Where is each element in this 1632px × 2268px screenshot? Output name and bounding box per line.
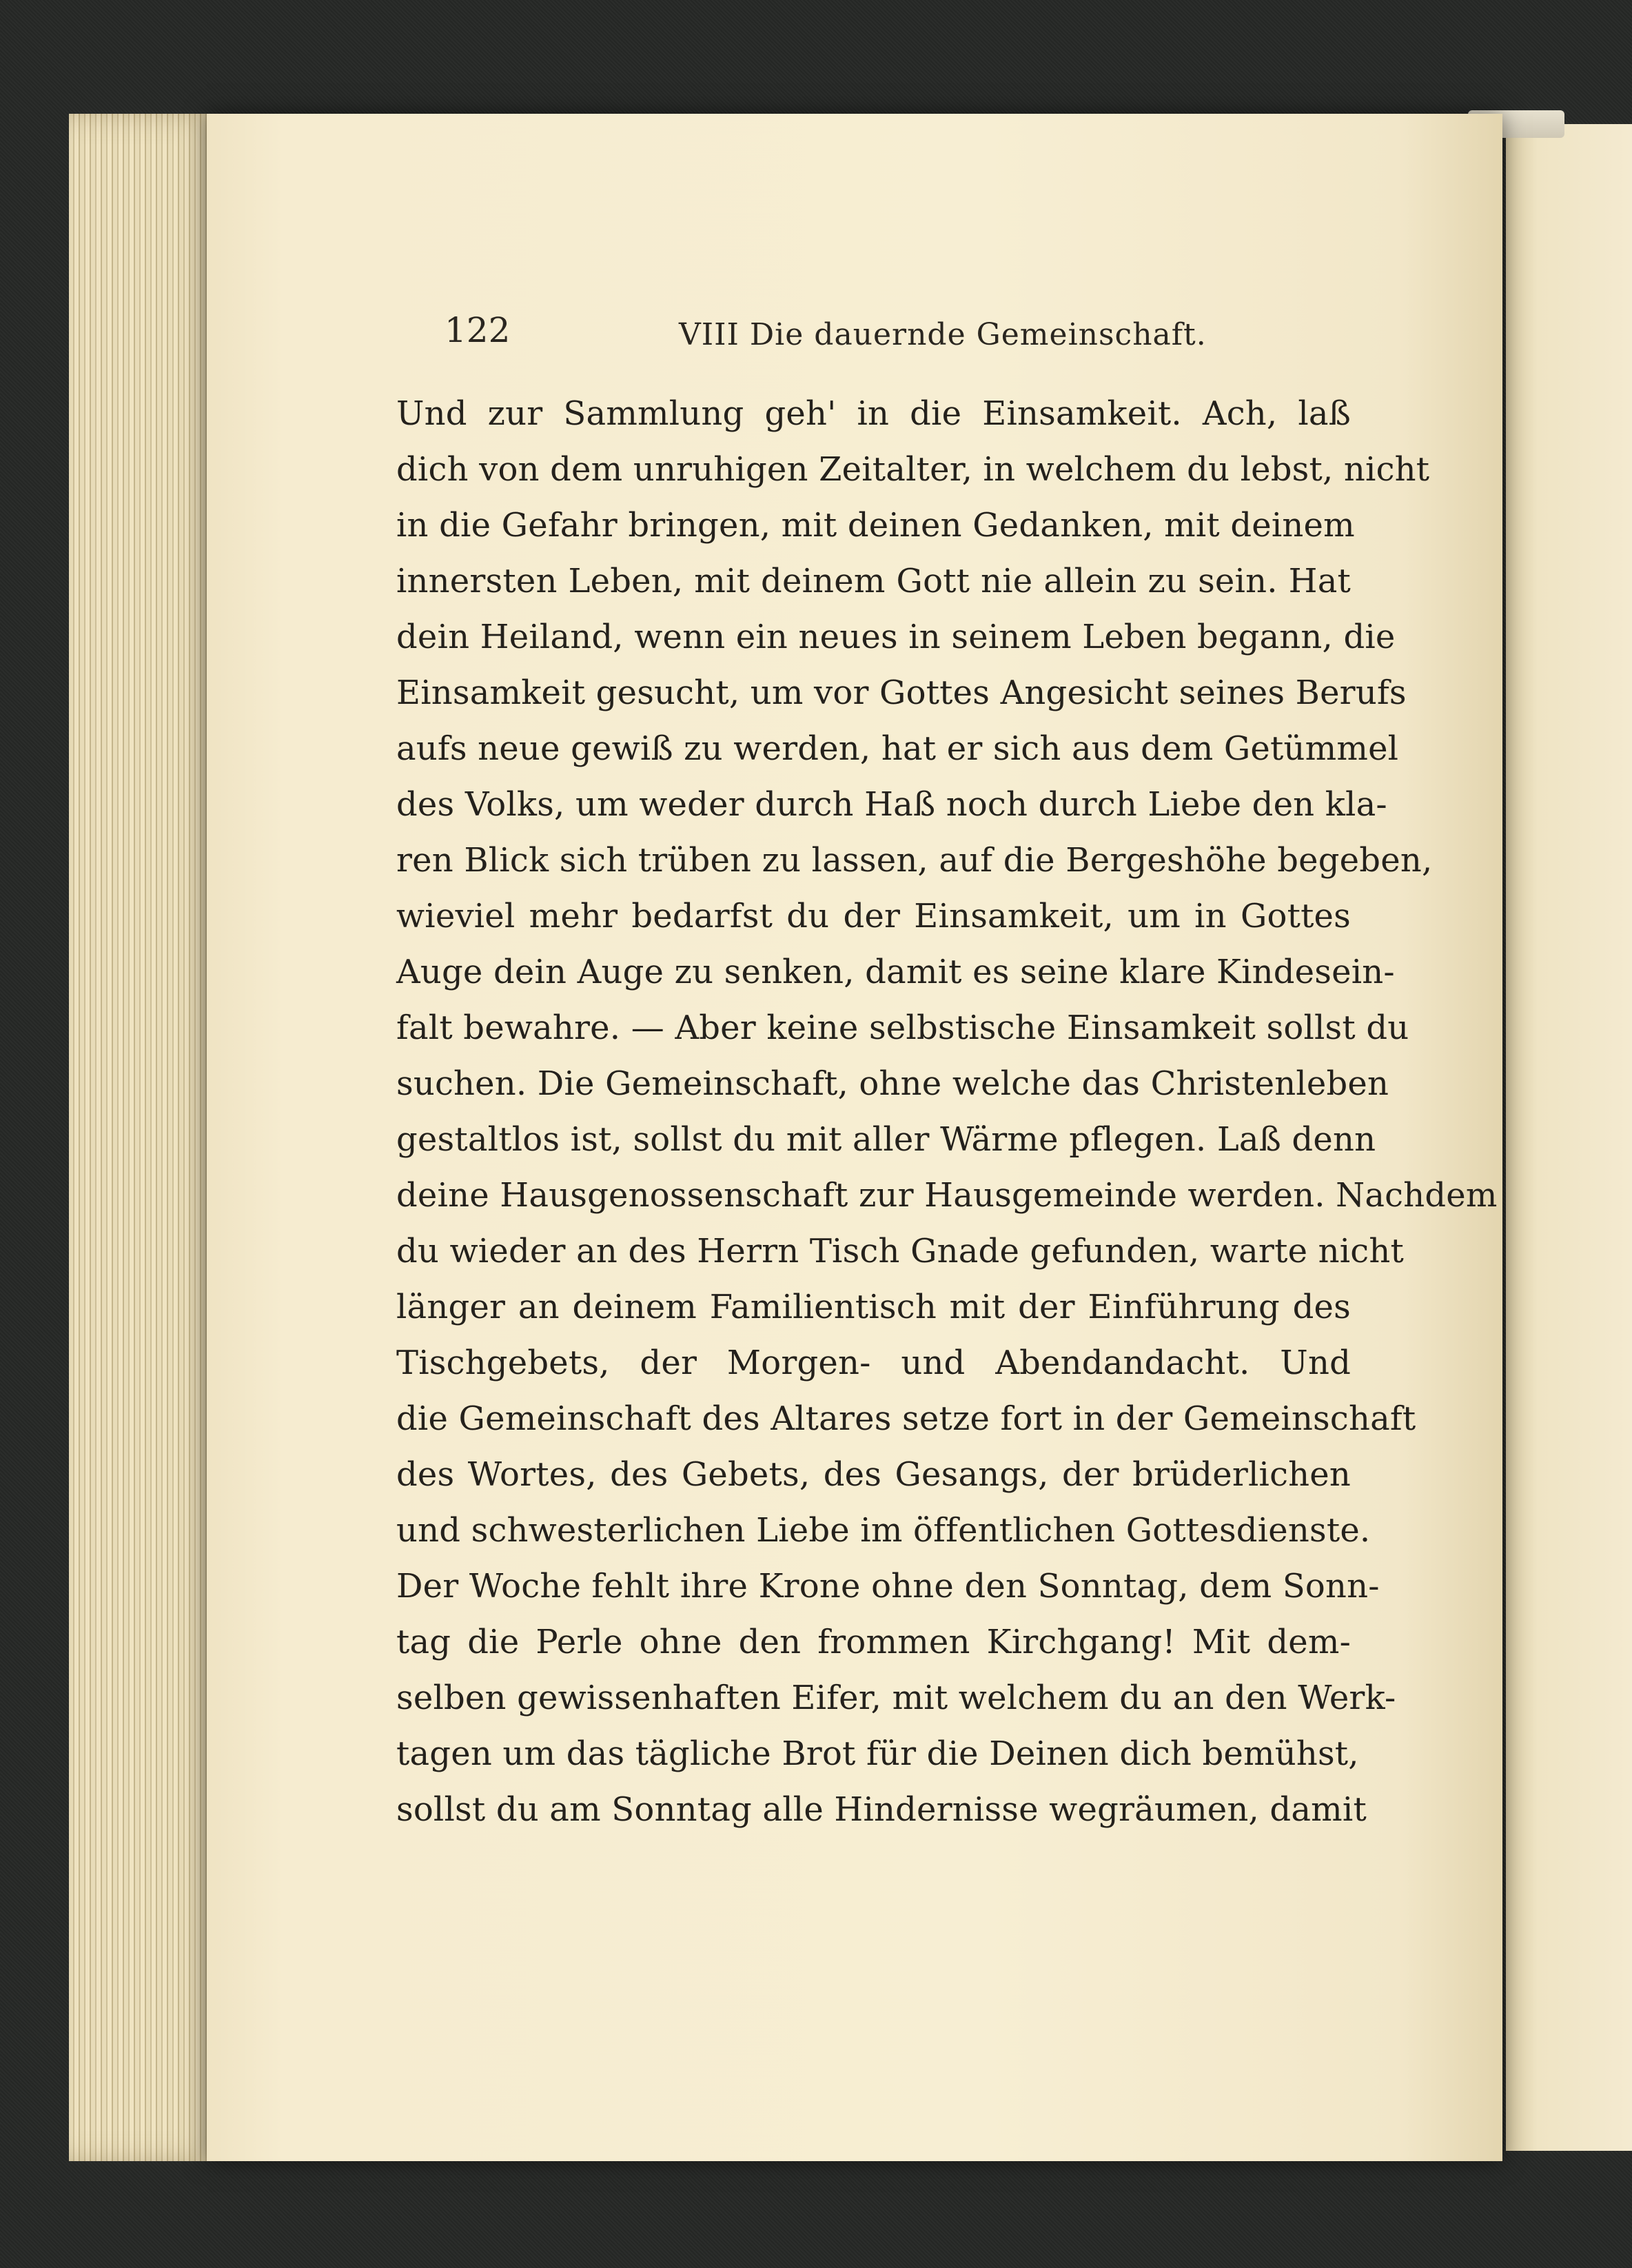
text-line: deine Hausgenossenschaft zur Hausgemeinde werden. Nachdem bbox=[396, 1176, 1498, 1215]
text-line: tagen um das tägliche Brot für die Deinen dich bemühst, bbox=[396, 1734, 1359, 1773]
text-line: des Volks, um weder durch Haß noch durch Liebe den kla- bbox=[396, 785, 1387, 824]
text-line: Einsamkeit gesucht, um vor Gottes Angesicht seines Berufs bbox=[396, 674, 1407, 712]
text-line: die Gemeinschaft des Altares setze fort in der Gemeinschaft bbox=[396, 1399, 1416, 1438]
text-line: aufs neue gewiß zu werden, hat er sich aus dem Getümmel bbox=[396, 729, 1399, 768]
text-line: Tischgebets, der Morgen- und Abendandacht. Und bbox=[396, 1344, 1351, 1382]
text-line: ren Blick sich trüben zu lassen, auf die Bergeshöhe begeben, bbox=[396, 841, 1433, 880]
page-header bbox=[445, 310, 1272, 358]
text-line: dein Heiland, wenn ein neues in seinem Leben begann, die bbox=[396, 618, 1396, 656]
text-line: innersten Leben, mit deinem Gott nie allein zu sein. Hat bbox=[396, 562, 1351, 600]
body-text bbox=[396, 386, 1498, 1838]
text-line: des Wortes, des Gebets, des Gesangs, der brüderlichen bbox=[396, 1455, 1351, 1494]
page-number: 122 bbox=[445, 310, 511, 350]
text-line: falt bewahre. — Aber keine selbstische Einsamkeit sollst du bbox=[396, 1009, 1409, 1047]
text-line: tag die Perle ohne den frommen Kirchgang! Mit dem- bbox=[396, 1623, 1351, 1661]
text-line: und schwesterlichen Liebe im öffentlichen Gottesdienste. bbox=[396, 1511, 1371, 1550]
text-line: gestaltlos ist, sollst du mit aller Wärme pflegen. Laß denn bbox=[396, 1120, 1376, 1159]
text-line: Und zur Sammlung geh' in die Einsamkeit. Ach, laß bbox=[396, 394, 1351, 433]
facing-page bbox=[1506, 124, 1632, 2151]
text-line: länger an deinem Familientisch mit der Einführung des bbox=[396, 1288, 1351, 1326]
text-line: Auge dein Auge zu senken, damit es seine klare Kindesein- bbox=[396, 953, 1395, 991]
text-line: Der Woche fehlt ihre Krone ohne den Sonntag, dem Sonn- bbox=[396, 1567, 1380, 1606]
text-line: du wieder an des Herrn Tisch Gnade gefunden, warte nicht bbox=[396, 1232, 1404, 1270]
text-line: wieviel mehr bedarfst du der Einsamkeit, um in Gottes bbox=[396, 897, 1351, 935]
page-edges bbox=[69, 114, 227, 2161]
text-line: selben gewissenhaften Eifer, mit welchem du an den Werk- bbox=[396, 1679, 1396, 1717]
text-line: suchen. Die Gemeinschaft, ohne welche das Christenleben bbox=[396, 1064, 1389, 1103]
text-line: dich von dem unruhigen Zeitalter, in welchem du lebst, nicht bbox=[396, 450, 1430, 489]
running-title: VIII Die dauernde Gemeinschaft. bbox=[679, 317, 1207, 352]
text-line: in die Gefahr bringen, mit deinen Gedanken, mit deinem bbox=[396, 506, 1355, 545]
text-line: sollst du am Sonntag alle Hindernisse wegräumen, damit bbox=[396, 1790, 1367, 1829]
